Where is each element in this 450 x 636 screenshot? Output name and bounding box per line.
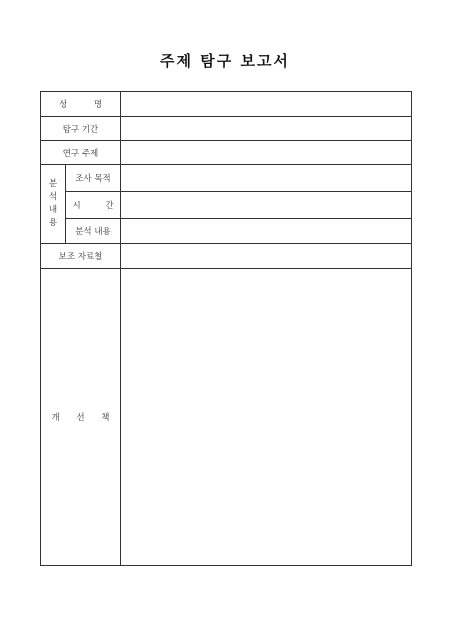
name-label: 성 명 [41, 92, 121, 117]
name-field[interactable] [121, 92, 412, 117]
improvement-field[interactable] [121, 269, 412, 566]
report-form-table [40, 91, 412, 566]
time-label: 시 간 [66, 192, 121, 219]
document-title: 주제 탐구 보고서 [160, 52, 290, 70]
materials-row [41, 244, 412, 269]
period-row [41, 117, 412, 141]
analysis-label: 분석 내용 [66, 219, 121, 244]
time-field[interactable] [121, 192, 412, 219]
improvement-label: 개 선 책 [41, 269, 121, 566]
purpose-row [41, 165, 412, 192]
purpose-label: 조사 목적 [66, 165, 121, 192]
name-row [41, 92, 412, 117]
topic-label: 연구 주제 [41, 141, 121, 165]
materials-field[interactable] [121, 244, 412, 269]
purpose-field[interactable] [121, 165, 412, 192]
materials-label: 보조 자료철 [41, 244, 121, 269]
improvement-row [41, 269, 412, 566]
period-label: 탐구 기간 [41, 117, 121, 141]
topic-field[interactable] [121, 141, 412, 165]
time-row [41, 192, 412, 219]
analysis-row [41, 219, 412, 244]
period-field[interactable] [121, 117, 412, 141]
topic-row [41, 141, 412, 165]
analysis-group-label: 분석내용 [48, 179, 58, 228]
analysis-group-cell [41, 165, 66, 244]
analysis-field[interactable] [121, 219, 412, 244]
